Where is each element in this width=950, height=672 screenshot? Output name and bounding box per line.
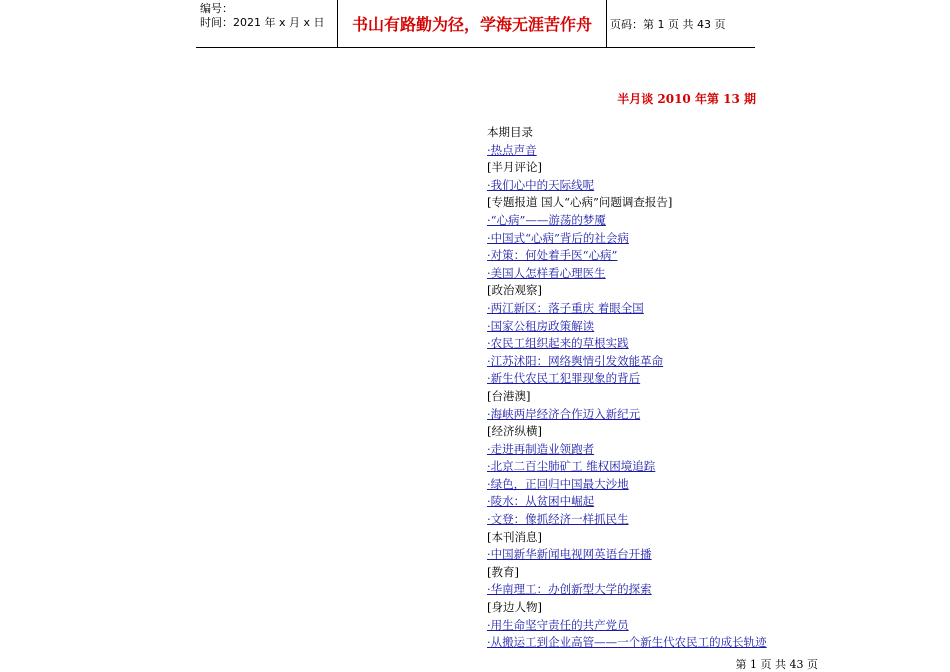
number-label: 编号： <box>200 2 233 15</box>
header-meta <box>196 0 338 47</box>
time-label: 时间：2021 年 x 月 x 日 <box>200 16 325 29</box>
toc-link[interactable]: ·华南理工：办创新型大学的探索 <box>487 582 652 597</box>
toc-section-label: [专题报道 国人“心病”问题调查报告] <box>487 195 673 210</box>
page-header <box>196 0 755 48</box>
table-of-contents <box>487 124 907 652</box>
toc-link[interactable]: ·我们心中的天际线呢 <box>487 177 595 192</box>
toc-link[interactable]: ·农民工组织起来的草根实践 <box>487 336 629 351</box>
toc-section-label: [台港澳] <box>487 388 531 403</box>
toc-section-label: [半月评论] <box>487 160 542 175</box>
toc-link[interactable]: ·从搬运工到企业高管——一个新生代农民工的成长轨迹 <box>487 635 767 650</box>
toc-link[interactable]: ·两江新区：落子重庆 着眼全国 <box>487 300 644 315</box>
header-motto: 书山有路勤为径，学海无涯苦作舟 <box>338 0 607 47</box>
toc-section-label: [身边人物] <box>487 600 542 615</box>
toc-link[interactable]: ·新生代农民工犯罪现象的背后 <box>487 371 641 386</box>
toc-link[interactable]: ·美国人怎样看心理医生 <box>487 265 606 280</box>
toc-section-label: [政治观察] <box>487 283 542 298</box>
page-footer: 第 1 页 共 43 页 <box>735 658 818 671</box>
toc-link[interactable]: ·中国新华新闻电视网英语台开播 <box>487 547 652 562</box>
toc-link[interactable]: ·中国式“心病”背后的社会病 <box>487 230 629 245</box>
toc-link[interactable]: ·热点声音 <box>487 142 537 157</box>
header-page-info: 页码：第 1 页 共 43 页 <box>610 17 726 31</box>
toc-link[interactable]: ·海峡两岸经济合作迈入新纪元 <box>487 406 641 421</box>
issue-title: 半月谈 2010 年第 13 期 <box>617 92 756 106</box>
toc-link[interactable]: ·走进再制造业领跑者 <box>487 441 595 456</box>
toc-section-label: [经济纵横] <box>487 424 542 439</box>
toc-link[interactable]: ·陵水：从贫困中崛起 <box>487 494 595 509</box>
toc-heading: 本期目录 <box>487 125 533 139</box>
toc-link[interactable]: ·江苏沭阳：网络舆情引发效能革命 <box>487 353 664 368</box>
toc-link[interactable]: ·北京二百尘肺矿工 维权困境追踪 <box>487 459 656 474</box>
toc-link[interactable]: ·“心病”——游荡的梦魇 <box>487 212 606 227</box>
toc-link[interactable]: ·国家公租房政策解读 <box>487 318 595 333</box>
toc-link[interactable]: ·绿色，正回归中国最大沙地 <box>487 476 629 491</box>
toc-link[interactable]: ·用生命坚守责任的共产党员 <box>487 617 629 632</box>
toc-link[interactable]: ·对策：何处着手医“心病” <box>487 248 618 263</box>
toc-section-label: [本刊消息] <box>487 529 542 544</box>
toc-link[interactable]: ·文登：像抓经济一样抓民生 <box>487 512 629 527</box>
toc-section-label: [教育] <box>487 564 519 579</box>
